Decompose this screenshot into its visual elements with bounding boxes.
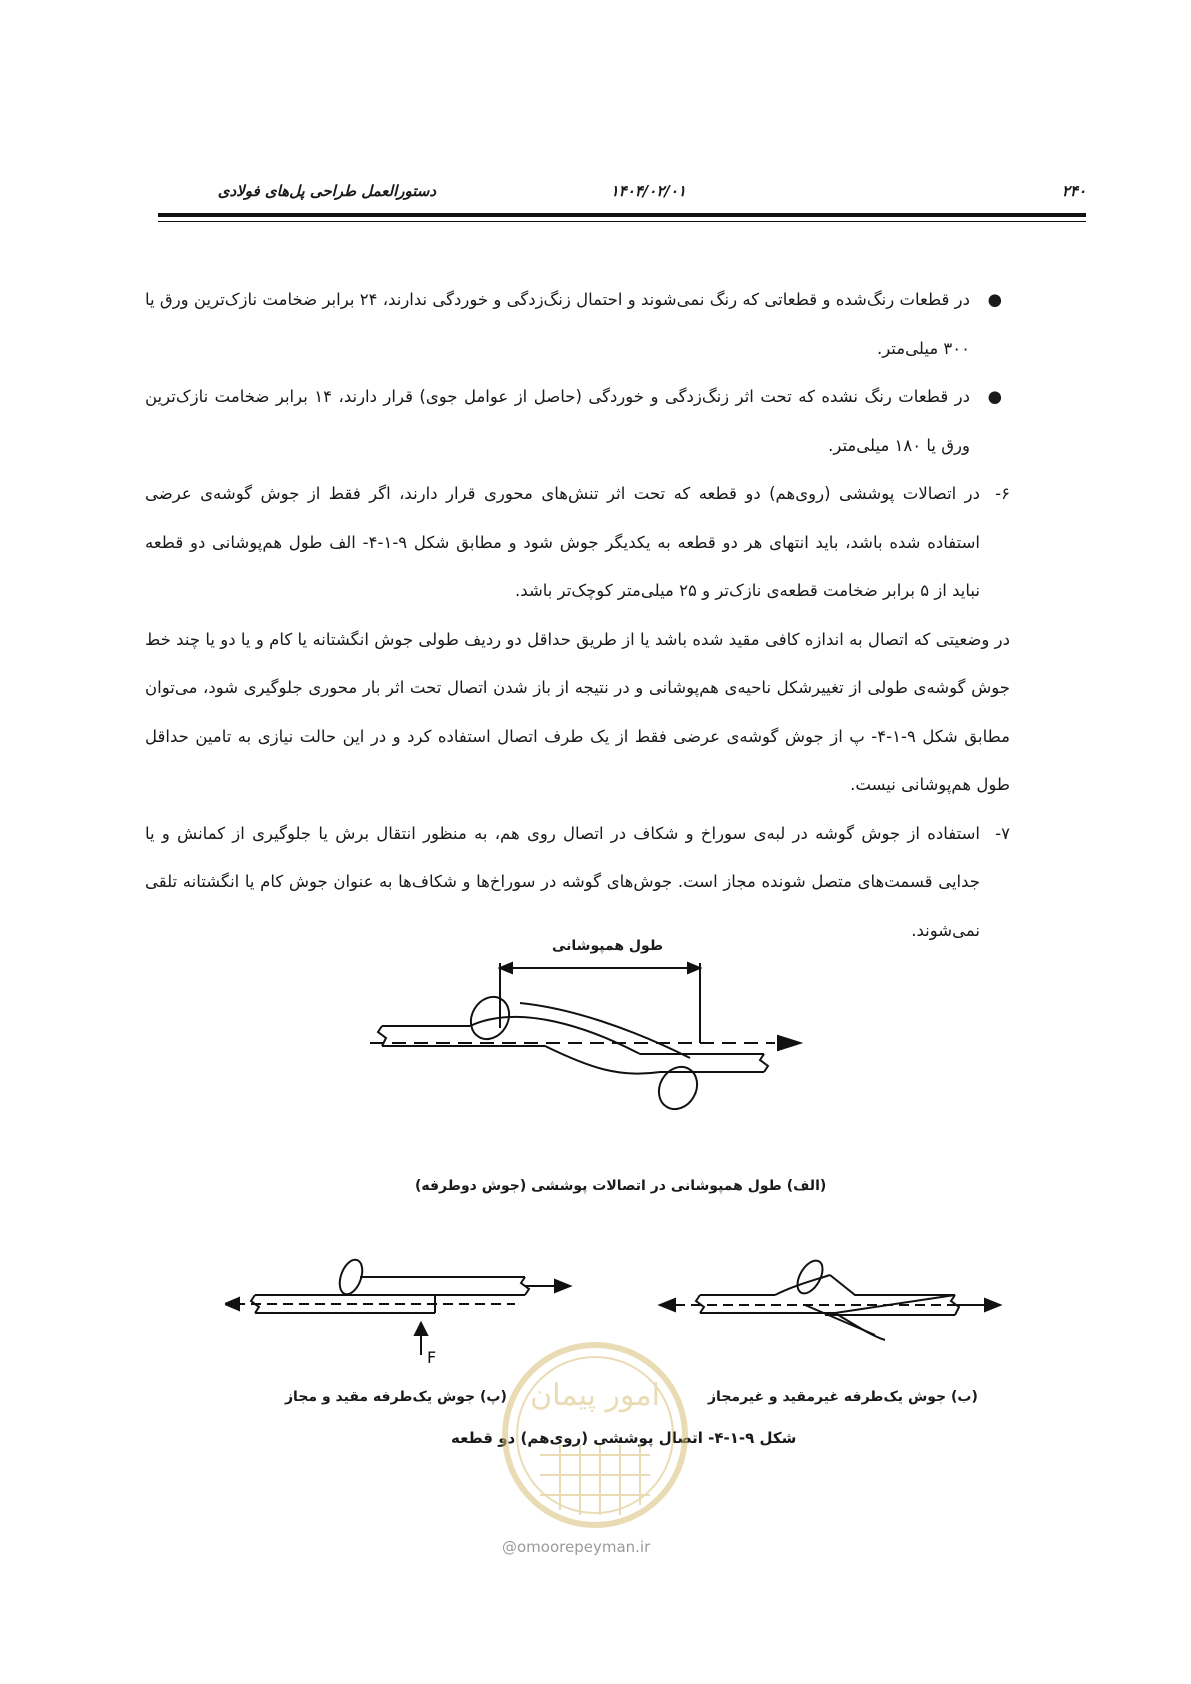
header-rule-thick <box>158 213 1086 217</box>
item-text: در اتصالات پوششی (روی‌هم) دو قطعه که تحت اثر تنش‌های محوری قرار دارند، اگر فقط از جوش گوشه‌ی عرضی استفاده شده باشد، باید انتهای هر دو قطعه به یکدیگر جوش شود و مطابق شکل ۹-۱-۴- الف طول هم‌پوشانی دو قطعه نباید از ۵ برابر ضخامت قطعه‌ی نازک‌تر و ۲۵ میلی‌متر کوچک‌تر باشد. <box>145 484 980 600</box>
caption-p: (پ) جوش یک‌طرفه مقید و مجاز <box>285 1389 507 1405</box>
item-number: ۷- <box>995 823 1010 843</box>
body-text <box>145 276 1010 955</box>
bullet-dot-icon: ● <box>987 290 1002 309</box>
numbered-item <box>145 470 1010 616</box>
figure-a-diagram <box>370 928 820 1158</box>
watermark-url: @omoorepeyman.ir <box>502 1538 651 1556</box>
item-number: ۶- <box>995 484 1010 503</box>
page-number: ۲۴۰ <box>1061 182 1086 200</box>
item-text: استفاده از جوش گوشه در لبه‌ی سوراخ و شکاف در اتصال روی هم، به منظور انتقال برش یا جلوگیری از کمانش و یا جدایی قسمت‌های متصل شونده مجاز است. جوش‌های گوشه در سوراخ‌ها و شکاف‌ها به عنوان جوش کام یا انگشتانه تلقی نمی‌شوند. <box>145 823 980 940</box>
header-rule-thin <box>158 221 1086 222</box>
overlap-length-label: طول همپوشانی <box>552 938 664 954</box>
paragraph-text: در وضعیتی که اتصال به اندازه کافی مقید شده باشد یا از طریق حداقل دو ردیف طولی جوش انگشتانه یا کام و یا دو یا چند خط جوش گوشه‌ی طولی از تغییرشکل ناحیه‌ی هم‌پوشانی و در نتیجه از باز شدن اتصال تحت اثر بار محوری جلوگیری شود، می‌توان مطابق شکل ۹-۱-۴- پ از جوش گوشه‌ی عرضی فقط از یک طرف اتصال استفاده کرد و در این حالت نیازی به تامین حداقل طول هم‌پوشانی نیست. <box>145 629 1010 794</box>
bullet-item <box>145 276 1010 373</box>
bullet-dot-icon: ● <box>987 387 1002 406</box>
force-label: F <box>427 1348 437 1367</box>
watermark-text: امور پیمان <box>530 1378 660 1413</box>
caption-a: (الف) طول همپوشانی در اتصالات پوششی (جوش دوطرفه) <box>415 1178 827 1194</box>
watermark-logo <box>480 1335 710 1535</box>
figure-caption: شکل ۹-۱-۴- اتصال پوششی (روی‌هم) دو قطعه <box>451 1429 797 1447</box>
page-header <box>158 182 1086 206</box>
caption-b: (ب) جوش یک‌طرفه غیرمقید و غیرمجاز <box>708 1389 978 1405</box>
bullet-text: در قطعات رنگ‌شده و قطعاتی که رنگ نمی‌شوند و احتمال زنگ‌زدگی و خوردگی ندارند، ۲۴ برابر ضخامت نازک‌ترین ورق یا ۳۰۰ میلی‌متر. <box>145 290 970 358</box>
bullet-item <box>145 373 1010 470</box>
header-date: ۱۴۰۴/۰۲/۰۱ <box>610 182 686 200</box>
header-title: دستورالعمل طراحی پل‌های فولادی <box>217 182 436 200</box>
bullet-text: در قطعات رنگ نشده که تحت اثر زنگ‌زدگی و خوردگی (حاصل از عوامل جوی) قرار دارند، ۱۴ برابر ضخامت نازک‌ترین ورق یا ۱۸۰ میلی‌متر. <box>145 387 970 455</box>
paragraph <box>145 616 1010 810</box>
